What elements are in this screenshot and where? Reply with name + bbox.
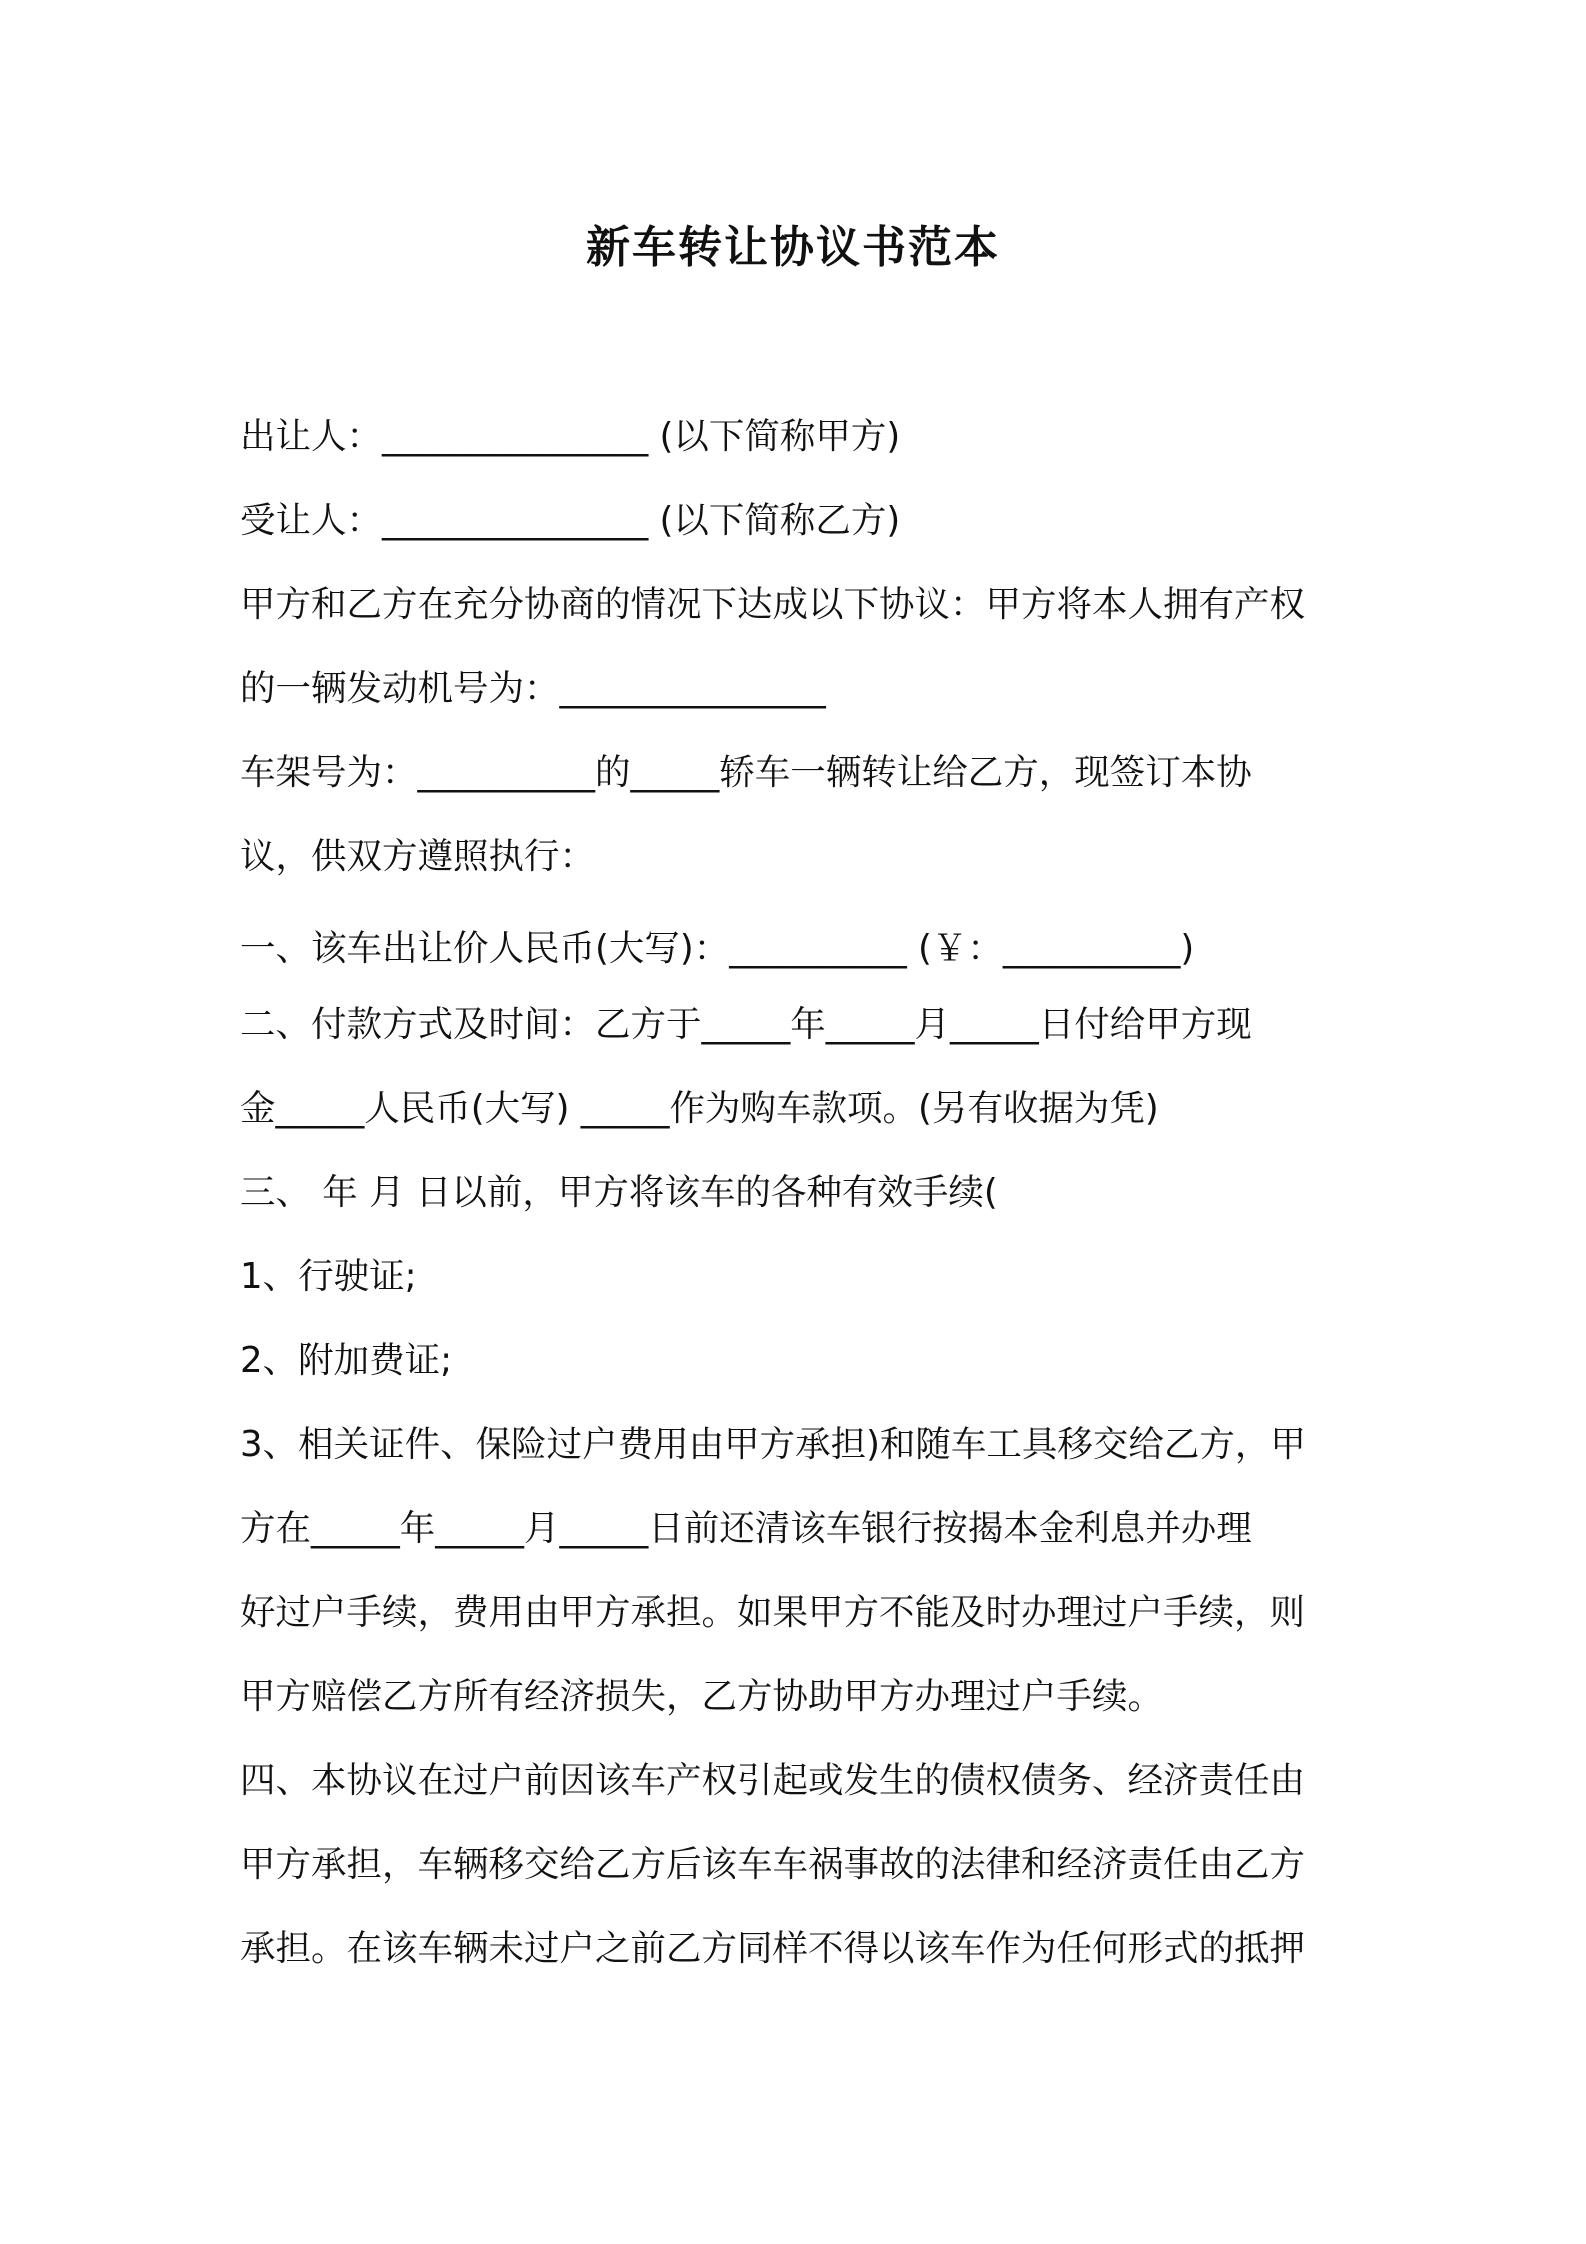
body-line: 方在_____年_____月_____日前还清该车银行按揭本金利息并办理 — [240, 1508, 1252, 1549]
seller-line: 出让人：_______________ (以下简称甲方) — [240, 416, 901, 457]
body-line: 好过户手续，费用由甲方承担。如果甲方不能及时办理过户手续，则 — [240, 1592, 1306, 1633]
body-line: 甲方赔偿乙方所有经济损失，乙方协助甲方办理过户手续。 — [240, 1676, 1164, 1717]
clause-4-line: 四、本协议在过户前因该车产权引起或发生的债权债务、经济责任由 — [240, 1760, 1306, 1801]
clause-2-line: 二、付款方式及时间：乙方于_____年_____月_____日付给甲方现 — [240, 1004, 1252, 1045]
clause-4-line: 承担。在该车辆未过户之前乙方同样不得以该车作为任何形式的抵押 — [240, 1928, 1306, 1969]
body-line: 甲方和乙方在充分协商的情况下达成以下协议：甲方将本人拥有产权 — [240, 584, 1306, 625]
clause-3-line: 三、 年 月 日以前，甲方将该车的各种有效手续( — [240, 1172, 998, 1213]
clause-2-line: 金_____人民币(大写) _____作为购车款项。(另有收据为凭) — [240, 1088, 1159, 1129]
list-item: 2、附加费证; — [240, 1340, 453, 1381]
document-title: 新车转让协议书范本 — [586, 222, 1000, 273]
body-line: 议，供双方遵照执行： — [240, 836, 596, 877]
clause-1-line: 一、该车出让价人民币(大写)：__________ (￥：__________) — [240, 928, 1195, 969]
body-line: 的一辆发动机号为：_______________ — [240, 668, 826, 709]
list-item: 1、行驶证; — [240, 1256, 417, 1297]
body-line: 车架号为：__________的_____轿车一辆转让给乙方，现签订本协 — [240, 752, 1252, 793]
buyer-line: 受让人：_______________ (以下简称乙方) — [240, 500, 901, 541]
clause-4-line: 甲方承担，车辆移交给乙方后该车车祸事故的法律和经济责任由乙方 — [240, 1844, 1306, 1885]
list-item: 3、相关证件、保险过户费用由甲方承担)和随车工具移交给乙方，甲 — [240, 1424, 1306, 1465]
